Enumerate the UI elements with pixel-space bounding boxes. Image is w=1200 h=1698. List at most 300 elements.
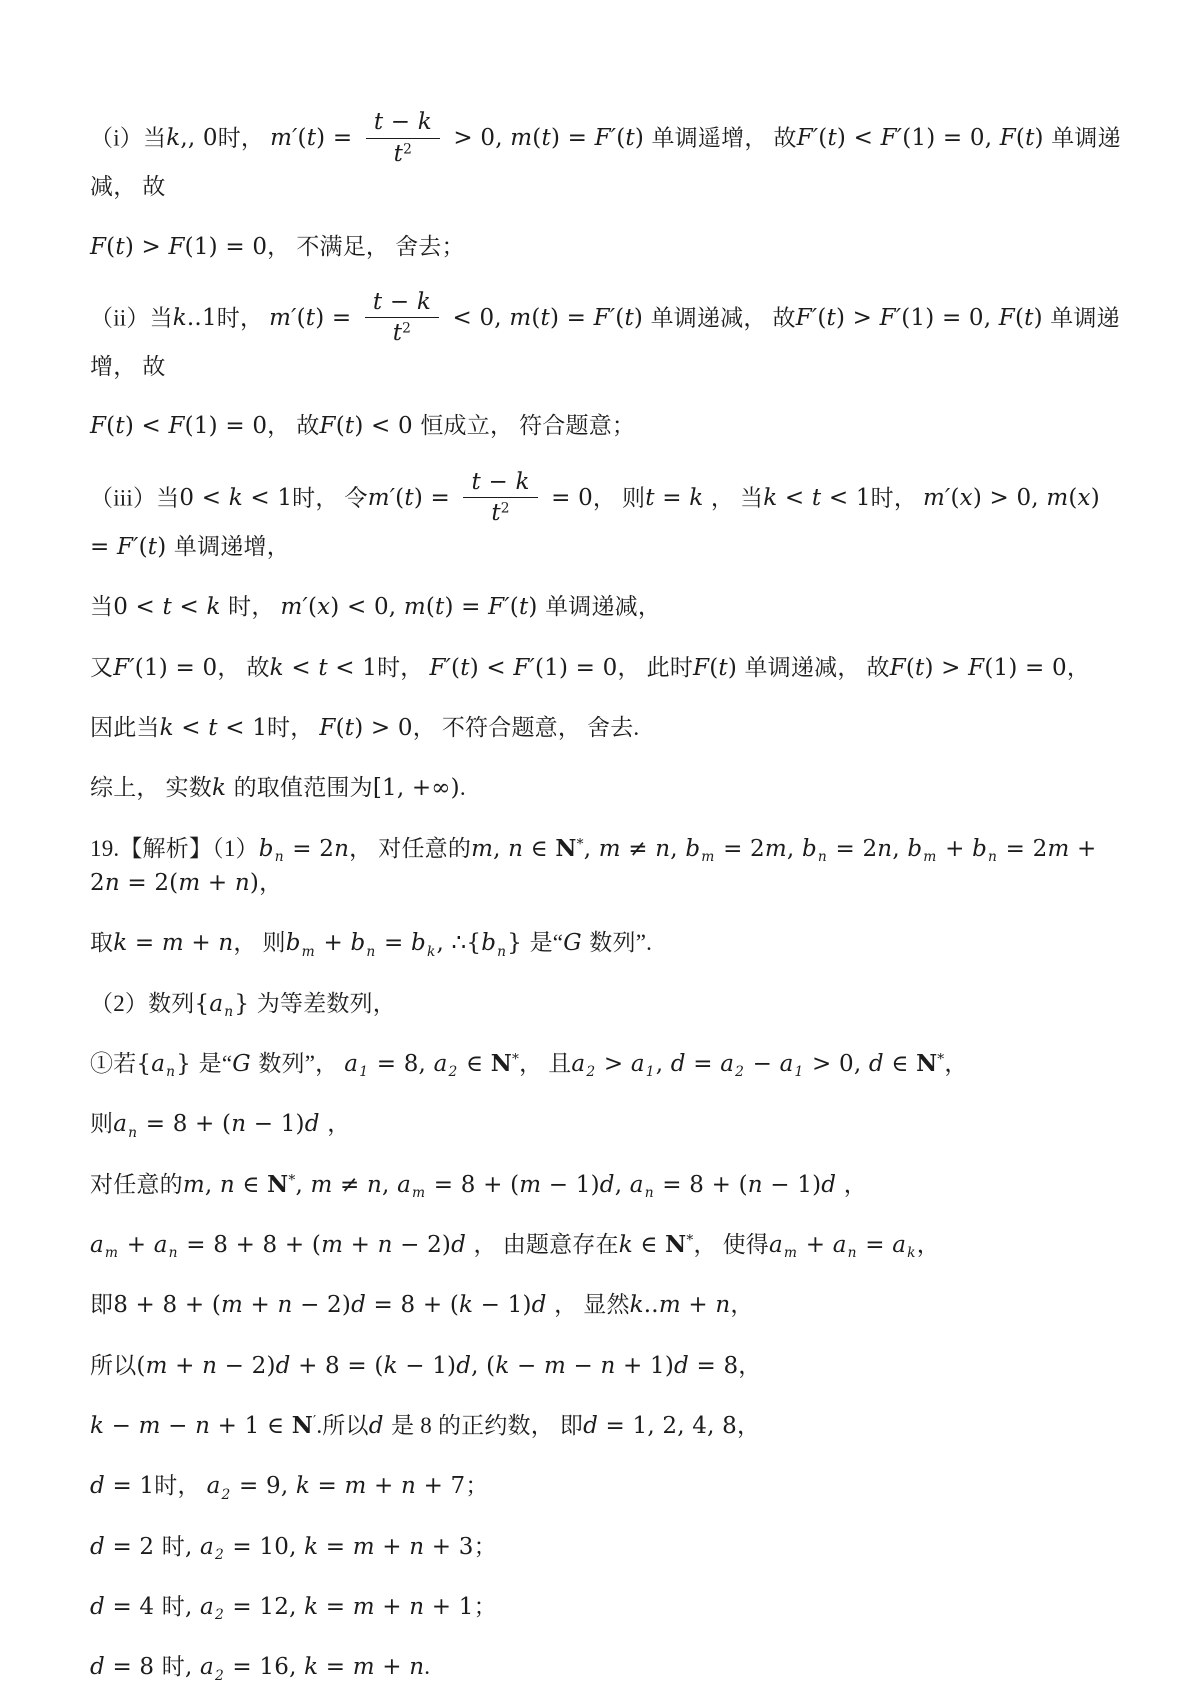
math-token: } (176, 1051, 199, 1078)
math-segment (645, 485, 711, 510)
math-token: m (519, 1171, 542, 1198)
math-token: t (1024, 305, 1034, 332)
math-token: ( (1014, 305, 1025, 332)
math-token: = 8 + ( (654, 1171, 748, 1198)
text-segment: （iii）当 (90, 485, 180, 511)
math-token: d (90, 1473, 105, 1500)
fraction-numerator (366, 108, 440, 139)
math-token: m (598, 835, 621, 862)
set-symbol: N (291, 1412, 313, 1440)
math-token: m (344, 1473, 367, 1500)
text-segment: ， 对任意的 (349, 835, 472, 861)
subscript: 2 (214, 1547, 224, 1564)
superscript: 2 (403, 141, 413, 158)
math-token: + (343, 1232, 378, 1259)
text-segment: 单调递减， 故 (90, 125, 1121, 200)
math-token: m (321, 1232, 344, 1259)
math-token: n (231, 1111, 247, 1138)
math-token: k (618, 1232, 633, 1259)
math-token: ) < (469, 654, 514, 681)
math-segment (374, 109, 432, 134)
math-token: d (583, 1413, 599, 1440)
math-token: ( (335, 714, 345, 741)
math-token: m (178, 870, 201, 896)
math-token: + 1 (424, 1594, 474, 1621)
math-token: (1) = 0 (134, 654, 218, 681)
document-line (90, 1530, 1122, 1564)
document-line (90, 590, 1122, 624)
math-token: k (383, 1352, 398, 1379)
math-token: t (404, 485, 414, 512)
math-token: t (373, 109, 384, 135)
math-segment (166, 125, 218, 150)
text-segment: 是“ (198, 1051, 233, 1077)
math-token: ( (296, 305, 306, 332)
math-token: ( (138, 533, 148, 560)
subscript: 1 (359, 1064, 369, 1081)
math-segment (90, 1232, 104, 1257)
math-token: + 2 (90, 835, 1097, 896)
math-token: a (571, 1051, 586, 1078)
document-line (90, 1590, 1122, 1624)
math-token: x (1077, 485, 1091, 512)
math-token: k (416, 288, 431, 315)
math-token: = (857, 1232, 893, 1259)
math-token: b (972, 835, 988, 862)
math-token: = 10, (224, 1533, 305, 1560)
math-segment (471, 836, 555, 861)
document-line (90, 1168, 1122, 1202)
math-token: n (234, 870, 250, 896)
math-token: , (382, 1171, 398, 1198)
math-token: a (630, 1051, 645, 1078)
math-token: + (200, 870, 235, 896)
math-token: (1) = 0, (901, 305, 999, 332)
math-token: < (283, 654, 319, 681)
text-segment: ； (473, 1594, 497, 1620)
text-segment: . (459, 775, 466, 801)
math-segment (656, 1051, 734, 1076)
subscript: n (497, 943, 507, 960)
math-token: ) = (315, 305, 359, 332)
math-token: { (136, 1051, 152, 1078)
math-segment (90, 1473, 154, 1498)
math-token: − (509, 1352, 544, 1379)
math-token: t (162, 594, 172, 621)
math-segment (796, 305, 1051, 330)
text-segment: 为等差数列， (256, 990, 396, 1016)
math-token: ) < 0 (354, 413, 421, 440)
math-token: − 2) (292, 1292, 352, 1319)
superscript: * (937, 1051, 945, 1068)
math-token: = 0 (543, 485, 593, 512)
math-token: + (243, 1292, 278, 1319)
math-token: = 8, (369, 1051, 434, 1078)
text-segment: 即 (90, 1292, 114, 1318)
math-token: < (171, 594, 207, 621)
math-token: m′ (270, 125, 298, 152)
math-token: t (471, 468, 481, 495)
math-token: = 1 (104, 1473, 155, 1500)
math-segment (113, 655, 217, 680)
math-token (226, 775, 234, 801)
math-token: + (798, 1232, 833, 1259)
math-token: = 8 (104, 1654, 162, 1681)
math-token: t (645, 485, 655, 512)
subscript: m (301, 943, 315, 960)
math-token: m (658, 1292, 681, 1319)
math-token: F′ (880, 125, 903, 152)
fraction-denominator (385, 318, 419, 348)
math-token: ) > (124, 233, 169, 260)
math-segment (369, 1413, 391, 1438)
superscript: ′ (312, 1413, 317, 1430)
document-line (90, 1650, 1122, 1684)
math-token: t (826, 305, 836, 332)
math-segment (716, 836, 817, 861)
math-token: ( (451, 654, 461, 681)
math-token: a (720, 1051, 735, 1078)
math-token: + 3 (424, 1533, 474, 1560)
math-segment (377, 930, 426, 955)
superscript: 2 (402, 320, 412, 337)
math-segment (270, 655, 377, 680)
math-token: ∈ (234, 1171, 268, 1198)
math-token: k (269, 654, 284, 681)
math-token: a (206, 1473, 221, 1500)
text-segment: ； (465, 1473, 489, 1499)
subscript: k (426, 943, 436, 960)
math-token: − (383, 109, 418, 135)
math-segment (471, 469, 529, 494)
math-segment (563, 930, 589, 955)
math-token: ( (395, 485, 405, 512)
math-token: t (115, 413, 125, 440)
math-token: n (104, 870, 120, 896)
math-token: n (334, 835, 350, 862)
math-token: d (670, 1051, 686, 1078)
math-token: < (777, 485, 812, 512)
math-token: ) = (550, 125, 595, 152)
text-segment: ； (473, 1533, 497, 1559)
text-segment: ， 此时 (617, 654, 694, 680)
math-segment (320, 413, 421, 438)
math-segment (113, 930, 233, 955)
math-token: ( (106, 413, 116, 440)
math-token: − 1) (246, 1111, 305, 1138)
math-token: a (629, 1171, 644, 1198)
text-segment: 时 (161, 1533, 185, 1559)
math-token: m′ (280, 594, 308, 621)
math-token: n (409, 1594, 425, 1621)
math-token: k (515, 468, 530, 495)
text-segment: ， (736, 1413, 761, 1439)
text-segment: ①若 (90, 1051, 137, 1077)
document-line (90, 1047, 1122, 1081)
math-token: + (680, 1292, 716, 1319)
math-segment (286, 930, 301, 955)
math-token: a (344, 1051, 359, 1078)
math-token (703, 485, 711, 511)
subscript: 2 (221, 1486, 231, 1503)
document-line (90, 1409, 1122, 1443)
math-token: ) = (550, 305, 594, 332)
math-token (221, 594, 229, 620)
math-token: { (194, 990, 210, 1017)
math-token: + 1) (615, 1352, 675, 1379)
subscript: m (783, 1245, 798, 1262)
math-token: , (655, 1051, 671, 1078)
math-token: + (374, 1654, 410, 1681)
document-line (90, 1469, 1122, 1503)
subscript: 2 (214, 1607, 224, 1624)
math-token: n (508, 835, 524, 862)
math-token: = 2 (715, 835, 765, 862)
math-token: F (999, 125, 1016, 152)
text-segment: 当 (90, 594, 114, 620)
document-line (90, 711, 1122, 745)
subscript: m (923, 848, 937, 865)
math-token: , (295, 1171, 311, 1198)
math-segment (212, 775, 234, 800)
math-token: n (409, 1654, 425, 1681)
math-token: ( (709, 654, 719, 681)
math-token: − 1) (762, 1171, 822, 1198)
set-symbol: N (665, 1231, 687, 1259)
math-segment (232, 1051, 258, 1076)
math-token: F (168, 413, 185, 440)
math-token: t (393, 140, 404, 167)
math-token: ) (1034, 125, 1052, 152)
math-token: = (685, 1051, 721, 1078)
math-token: d (868, 1051, 884, 1078)
math-token: − (745, 1051, 780, 1078)
document-line (90, 987, 1122, 1021)
math-token: ∈ (883, 1051, 917, 1078)
document-line (90, 1349, 1122, 1383)
math-token: m (509, 305, 532, 332)
math-token: = (318, 1533, 353, 1560)
math-token: ) = (444, 594, 489, 621)
math-segment (507, 930, 529, 955)
superscript: * (686, 1232, 694, 1249)
math-token: m (145, 1352, 168, 1379)
math-segment (769, 1232, 783, 1257)
math-segment (113, 1111, 127, 1136)
fraction (365, 288, 439, 348)
math-segment (319, 715, 412, 740)
math-token: a (779, 1051, 794, 1078)
subscript: 2 (735, 1064, 745, 1081)
math-token: m (352, 1654, 375, 1681)
text-segment: ， 且 (519, 1051, 572, 1077)
math-token: t (115, 233, 125, 260)
math-token: (1) = 0 (184, 233, 268, 260)
math-token: d (351, 1292, 366, 1319)
math-token: ( (106, 233, 116, 260)
math-token: F′ (795, 305, 818, 332)
math-token: F′ (113, 654, 135, 681)
text-segment: ， 由题意存在 (473, 1232, 619, 1258)
math-token: n (715, 1292, 731, 1319)
math-token: = (310, 1473, 345, 1500)
math-token: t (541, 125, 551, 152)
math-token: ) (727, 654, 745, 681)
document-line (90, 1288, 1122, 1322)
math-token: ( (905, 654, 916, 681)
text-segment: . (424, 1654, 431, 1680)
subscript: n (817, 848, 827, 865)
math-token: n (218, 930, 234, 957)
math-token: a (832, 1232, 847, 1259)
fraction-numerator (365, 288, 439, 319)
math-token: m (543, 1352, 566, 1379)
math-token: < 0, (444, 305, 510, 332)
subscript: n (128, 1124, 138, 1141)
subscript: 2 (448, 1064, 458, 1081)
document-line (90, 290, 1122, 384)
math-token: k (113, 930, 128, 957)
subscript: n (166, 1064, 176, 1081)
text-segment: 对任意的 (90, 1171, 183, 1197)
math-token: ,, 0 (180, 125, 218, 152)
math-token: t (318, 654, 328, 681)
math-token: < (173, 714, 209, 741)
math-segment (119, 1232, 167, 1257)
math-token: k (689, 485, 704, 512)
math-segment (630, 1292, 731, 1317)
text-segment: 单调递增， 故 (90, 305, 1120, 380)
math-segment (429, 655, 617, 680)
document-body (90, 110, 1122, 1685)
math-token: n (367, 1171, 383, 1198)
math-token: ) > 0 (354, 714, 413, 741)
math-segment (571, 1051, 585, 1076)
math-segment (619, 1232, 665, 1257)
math-token: b (285, 930, 301, 957)
math-token: t (1025, 125, 1035, 152)
math-token: (1) = 0, (902, 125, 1000, 152)
math-token: a (769, 1232, 783, 1259)
document-line (90, 470, 1122, 565)
math-token: t (147, 533, 158, 560)
math-token: d (90, 1594, 105, 1621)
math-token: t (305, 305, 316, 332)
math-token: , ∴{ (436, 930, 482, 957)
math-token: = 16, (224, 1654, 305, 1681)
math-token: b (907, 835, 923, 862)
text-segment: 是 8 的正约数， 即 (391, 1413, 584, 1439)
superscript: 2 (500, 500, 510, 517)
math-segment (225, 1594, 474, 1619)
text-segment: ， (944, 1051, 968, 1077)
math-token: = (376, 930, 411, 957)
math-token (384, 1413, 392, 1439)
math-token: ) = (413, 485, 458, 512)
math-segment (373, 775, 460, 800)
math-token: + (937, 835, 973, 862)
math-segment (369, 1051, 447, 1076)
math-segment (394, 141, 403, 166)
text-segment: 单调递减， 故 (650, 305, 796, 331)
math-token: ∈ (632, 1232, 666, 1259)
fraction-denominator (386, 139, 420, 169)
math-token: , (670, 835, 686, 862)
text-segment: 恒成立， 符合题意； (420, 413, 636, 439)
document-line (90, 771, 1122, 805)
math-token: d (275, 1352, 291, 1379)
math-token: d (90, 1654, 105, 1681)
math-token: a (113, 1111, 128, 1138)
math-token: − 1) (541, 1171, 600, 1198)
math-token: ( (1068, 485, 1078, 512)
text-segment: 19.【解析】（1） (90, 835, 259, 861)
math-token: [1, +∞) (372, 775, 460, 802)
math-segment (225, 1534, 474, 1559)
math-token: m (221, 1292, 244, 1319)
subscript: 2 (586, 1064, 596, 1081)
math-token (466, 1232, 474, 1258)
math-token: = 2 (827, 835, 878, 862)
text-segment: 取 (90, 930, 114, 956)
text-segment: 时 (161, 1654, 185, 1680)
math-token: ( (297, 125, 307, 152)
text-segment: （ii）当 (90, 305, 173, 331)
math-token: k (304, 1533, 319, 1560)
math-token: m (182, 1171, 205, 1198)
math-token: = 2 (284, 835, 335, 862)
math-token: ) > 0, (972, 485, 1047, 512)
math-token: = 8 + 8 + ( (178, 1232, 322, 1259)
text-segment: ， (738, 1352, 762, 1378)
math-token: d (368, 1413, 384, 1440)
math-token: F′ (116, 533, 139, 560)
math-token: + (374, 1594, 410, 1621)
math-token: F′ (488, 594, 510, 621)
math-token: n (747, 1171, 763, 1198)
math-token: + (167, 1352, 203, 1379)
math-segment (583, 1413, 737, 1438)
math-token: = 8 + ( (426, 1171, 520, 1198)
math-token: (1) = 0 (534, 654, 618, 681)
math-token: = 9, (231, 1473, 296, 1500)
math-token: t (915, 654, 925, 681)
math-token: a (200, 1654, 214, 1681)
math-token: − 2) (217, 1352, 276, 1379)
math-segment (426, 1172, 643, 1197)
math-token: ( (950, 485, 960, 512)
math-segment (437, 930, 497, 955)
math-segment (858, 1232, 906, 1257)
math-token: F′ (796, 125, 819, 152)
subscript: n (366, 943, 376, 960)
math-token: 0 < (113, 594, 163, 621)
subscript: 1 (645, 1064, 655, 1081)
math-segment (445, 305, 651, 330)
math-segment (176, 1051, 198, 1076)
math-segment (113, 1292, 554, 1317)
math-token: a (209, 990, 224, 1017)
math-token: ) (1033, 305, 1051, 332)
math-segment (259, 836, 274, 861)
math-segment (90, 1594, 162, 1619)
text-segment: ， (730, 1292, 754, 1318)
math-token: 8 + 8 + ( (113, 1292, 222, 1319)
math-token: k (166, 125, 181, 152)
text-segment: ， (916, 1232, 940, 1258)
math-segment (584, 836, 701, 861)
math-token: = (127, 930, 162, 957)
